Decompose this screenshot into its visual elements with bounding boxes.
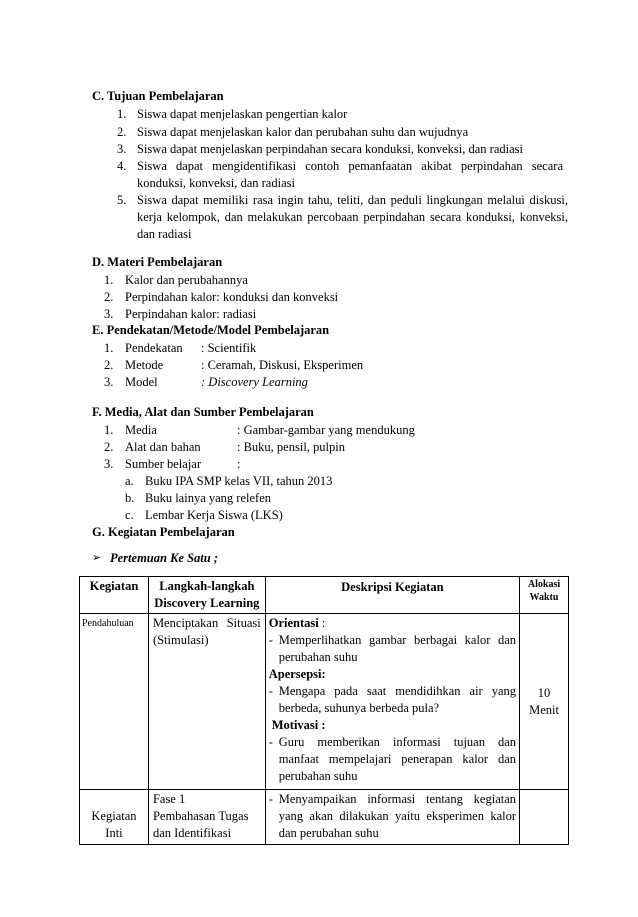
- source-b-text: Buku lainya yang relefen: [145, 491, 271, 505]
- header-alokasi: Alokasi Waktu: [520, 577, 569, 614]
- deskripsi-pendahuluan: Orientasi : - Memperlihatkan gambar berbagai kalor dan perubahan suhu Apersepsi: - Mengapa pada saat mendidihkan air yang berbeda, suhunya berbeda pula? Motivasi : - Guru memberikan informasi tujuan dan manfaat mempelajari penerapan kalor dan perubahan suhu: [265, 614, 519, 790]
- kegiatan-pendahuluan: Pendahuluan: [80, 614, 149, 790]
- approach-1-label: Pendekatan: [125, 341, 183, 355]
- section-e-heading: E. Pendekatan/Metode/Model Pembelajaran: [92, 323, 330, 337]
- approach-1-value: : Scientifik: [201, 341, 257, 355]
- section-g-heading: G. Kegiatan Pembelajaran: [92, 525, 235, 539]
- alokasi-pendahuluan: 10 Menit: [520, 614, 569, 790]
- table-header-row: [80, 577, 569, 614]
- section-d-heading: D. Materi Pembelajaran: [92, 255, 223, 269]
- objective-2-text: Siswa dapat menjelaskan kalor dan perubahan suhu dan wujudnya: [137, 125, 469, 139]
- header-langkah: Langkah-langkah Discovery Learning: [148, 577, 265, 614]
- table-row: [80, 790, 569, 845]
- media-1-value: : Gambar-gambar yang mendukung: [237, 423, 415, 437]
- objective-5-num: 5.: [117, 193, 127, 207]
- objective-2-num: 2.: [117, 125, 127, 139]
- material-1-num: 1.: [104, 273, 114, 287]
- material-2-text: Perpindahan kalor: konduksi dan konveksi: [125, 290, 339, 304]
- objective-1-num: 1.: [117, 107, 127, 121]
- media-1-num: 1.: [104, 423, 114, 437]
- media-1-label: Media: [125, 423, 157, 437]
- media-2-label: Alat dan bahan: [125, 440, 201, 454]
- approach-3-num: 3.: [104, 375, 114, 389]
- header-kegiatan: Kegiatan: [80, 577, 149, 614]
- section-f-heading: F. Media, Alat dan Sumber Pembelajaran: [92, 405, 314, 419]
- media-2-value: : Buku, pensil, pulpin: [237, 440, 345, 454]
- meeting-title: Pertemuan Ke Satu ;: [110, 551, 218, 565]
- objective-3-num: 3.: [117, 142, 127, 156]
- source-a-letter: a.: [125, 474, 134, 488]
- source-c-text: Lembar Kerja Siswa (LKS): [145, 508, 283, 522]
- objective-4-text-line1: Siswa dapat mengidentifikasi contoh pemanfaatan akibat perpindahan secara: [137, 159, 563, 173]
- objective-4-text-line2: konduksi, konveksi, dan radiasi: [137, 176, 295, 190]
- material-3-num: 3.: [104, 307, 114, 321]
- approach-2-value: : Ceramah, Diskusi, Eksperimen: [201, 358, 364, 372]
- media-2-num: 2.: [104, 440, 114, 454]
- media-3-num: 3.: [104, 457, 114, 471]
- material-1-text: Kalor dan perubahannya: [125, 273, 248, 287]
- langkah-fase-1: Fase 1 Pembahasan Tugas dan Identifikasi: [148, 790, 265, 845]
- objective-4-num: 4.: [117, 159, 127, 173]
- objective-5-text-line2: kerja kelompok, dan melakukan percobaan perpindahan secara konduksi, konveksi,: [137, 210, 568, 224]
- media-3-value: :: [237, 457, 241, 471]
- approach-1-num: 1.: [104, 341, 114, 355]
- material-2-num: 2.: [104, 290, 114, 304]
- approach-3-value: : Discovery Learning: [201, 375, 308, 389]
- source-a-text: Buku IPA SMP kelas VII, tahun 2013: [145, 474, 333, 488]
- arrow-bullet-icon: ➢: [92, 551, 102, 564]
- material-3-text: Perpindahan kalor: radiasi: [125, 307, 257, 321]
- objective-5-text-line3: dan radiasi: [137, 227, 192, 241]
- approach-3-label: Model: [125, 375, 158, 389]
- langkah-stimulasi: Menciptakan Situasi (Stimulasi): [148, 614, 265, 790]
- kegiatan-inti: Kegiatan Inti: [80, 790, 149, 845]
- media-3-label: Sumber belajar: [125, 457, 202, 471]
- header-deskripsi: Deskripsi Kegiatan: [265, 577, 519, 614]
- alokasi-inti: [520, 790, 569, 845]
- source-b-letter: b.: [125, 491, 135, 505]
- source-c-letter: c.: [125, 508, 134, 522]
- learning-activities-table: [79, 576, 569, 845]
- section-c-heading: C. Tujuan Pembelajaran: [92, 89, 224, 103]
- approach-2-label: Metode: [125, 358, 164, 372]
- objective-3-text: Siswa dapat menjelaskan perpindahan secara konduksi, konveksi, dan radiasi: [137, 142, 523, 156]
- deskripsi-inti: - Menyampaikan informasi tentang kegiatan yang akan dilakukan yaitu eksperimen kalor dan perubahan suhu: [265, 790, 519, 845]
- table-row: [80, 614, 569, 790]
- objective-5-text-line1: Siswa dapat memiliki rasa ingin tahu, teliti, dan peduli lingkungan melalui diskusi,: [137, 193, 568, 207]
- objective-1-text: Siswa dapat menjelaskan pengertian kalor: [137, 107, 348, 121]
- approach-2-num: 2.: [104, 358, 114, 372]
